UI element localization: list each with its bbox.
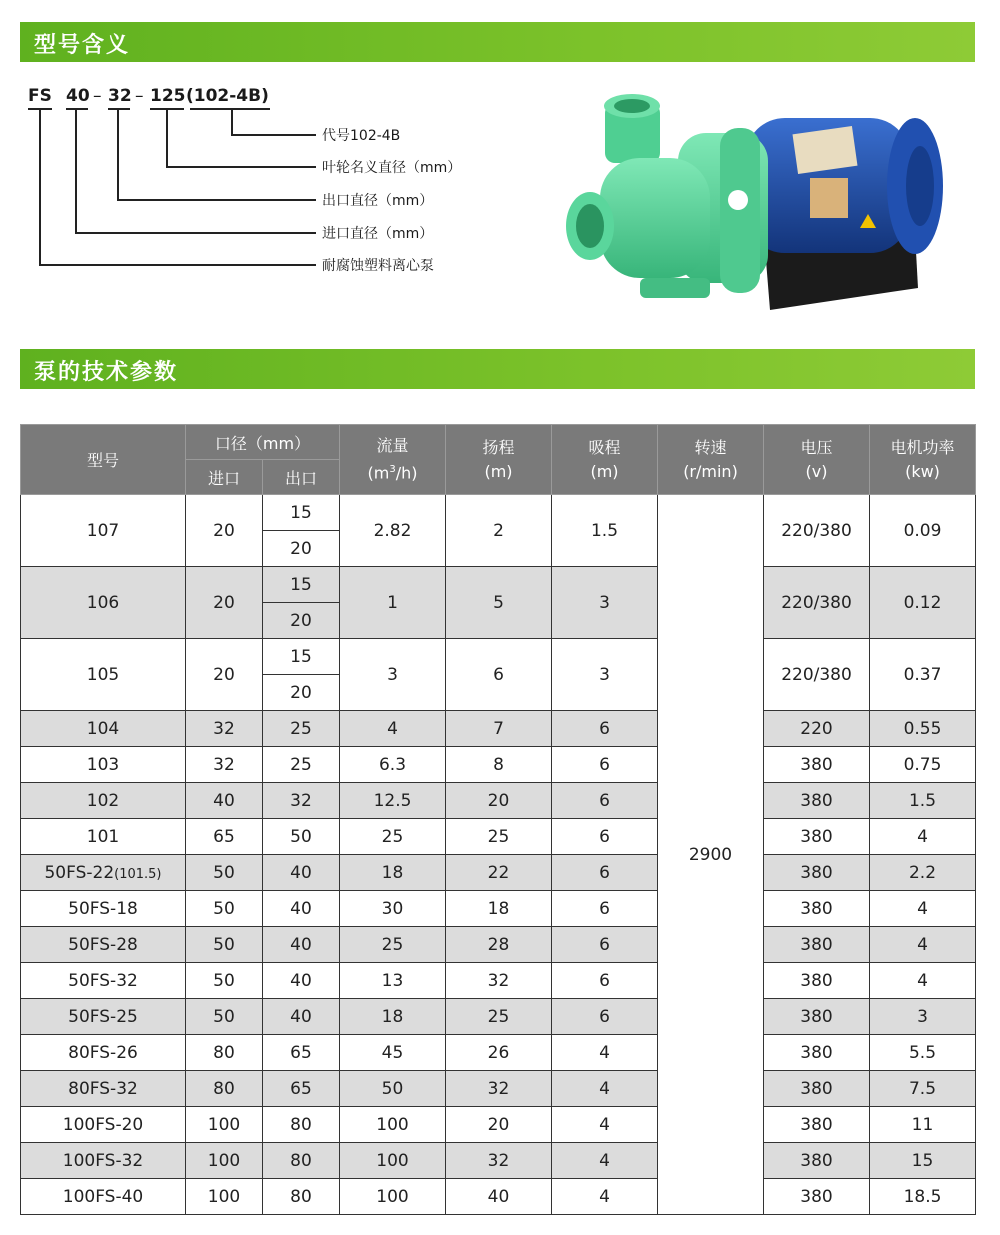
cell-suction: 6 — [552, 783, 658, 819]
section-title: 型号含义 — [34, 33, 131, 58]
cell-power: 4 — [870, 927, 976, 963]
cell-suction: 1.5 — [552, 495, 658, 567]
cell-model-text: 100FS-40 — [62, 1186, 144, 1207]
table-row — [21, 783, 976, 819]
cell-flow: 30 — [340, 891, 446, 927]
cell-model — [21, 1179, 186, 1215]
table-row — [21, 1035, 976, 1071]
col-header-power: 电机功率 (kw) — [870, 425, 976, 495]
cell-flow: 45 — [340, 1035, 446, 1071]
cell-suction: 6 — [552, 927, 658, 963]
col-header-head: 扬程 (m) — [446, 425, 552, 495]
cell-head: 40 — [446, 1179, 552, 1215]
col-header-diameter: 口径（mm） — [186, 425, 340, 460]
cell-outlet: 40 — [263, 891, 340, 927]
table-row — [21, 891, 976, 927]
cell-model — [21, 711, 186, 747]
cell-voltage: 380 — [764, 927, 870, 963]
cell-outlet: 20 — [263, 675, 340, 711]
cell-inlet: 50 — [186, 927, 263, 963]
table-row — [21, 963, 976, 999]
cell-inlet: 50 — [186, 963, 263, 999]
cell-model: 107 — [21, 495, 186, 567]
cell-flow: 25 — [340, 819, 446, 855]
cell-power: 0.75 — [870, 747, 976, 783]
cell-voltage: 380 — [764, 783, 870, 819]
cell-inlet: 65 — [186, 819, 263, 855]
cell-outlet: 40 — [263, 927, 340, 963]
cell-power: 2.2 — [870, 855, 976, 891]
cell-model-text: 80FS-32 — [68, 1078, 138, 1099]
legend-type: 耐腐蚀塑料离心泵 — [322, 258, 434, 274]
cell-model — [21, 999, 186, 1035]
cell-model-text: 102 — [86, 790, 120, 811]
table-row — [21, 1107, 976, 1143]
cell-voltage: 220/380 — [764, 639, 870, 711]
col-header-suction: 吸程 (m) — [552, 425, 658, 495]
col-header-voltage: 电压 (v) — [764, 425, 870, 495]
cell-voltage: 380 — [764, 855, 870, 891]
cell-inlet: 20 — [186, 639, 263, 711]
cell-head: 25 — [446, 819, 552, 855]
cell-head: 18 — [446, 891, 552, 927]
cell-head: 32 — [446, 1143, 552, 1179]
cell-suction: 6 — [552, 747, 658, 783]
cell-voltage: 380 — [764, 963, 870, 999]
cell-model — [21, 747, 186, 783]
cell-power: 18.5 — [870, 1179, 976, 1215]
cell-flow: 1 — [340, 567, 446, 639]
table-row — [21, 855, 976, 891]
cell-voltage: 220/380 — [764, 495, 870, 567]
cell-model-text: 50FS-18 — [68, 898, 138, 919]
table-row — [21, 639, 976, 675]
cell-inlet: 100 — [186, 1107, 263, 1143]
cell-flow: 100 — [340, 1179, 446, 1215]
cell-inlet: 80 — [186, 1035, 263, 1071]
cell-outlet: 65 — [263, 1071, 340, 1107]
cell-outlet: 40 — [263, 855, 340, 891]
cell-model-text: 50FS-22 — [44, 862, 115, 883]
cell-flow: 3 — [340, 639, 446, 711]
header-row — [21, 425, 976, 460]
code-part-inlet: 40 — [66, 86, 90, 106]
legend-outlet: 出口直径（mm） — [322, 193, 434, 209]
cell-model-text: 104 — [86, 718, 120, 739]
cell-inlet: 50 — [186, 999, 263, 1035]
cell-flow: 100 — [340, 1107, 446, 1143]
cell-power: 3 — [870, 999, 976, 1035]
cell-suction: 6 — [552, 999, 658, 1035]
cell-suction: 6 — [552, 891, 658, 927]
table-row — [21, 747, 976, 783]
cell-power: 0.09 — [870, 495, 976, 567]
col-header-flow: 流量 $(m^3/h)$ — [340, 425, 446, 495]
cell-head: 32 — [446, 963, 552, 999]
cell-outlet: 80 — [263, 1179, 340, 1215]
cell-outlet: 15 — [263, 495, 340, 531]
cell-head: 28 — [446, 927, 552, 963]
cell-head: 32 — [446, 1071, 552, 1107]
cell-voltage: 380 — [764, 1179, 870, 1215]
cell-head: 2 — [446, 495, 552, 567]
cell-suction: 4 — [552, 1143, 658, 1179]
pump-image — [560, 88, 950, 320]
cell-outlet: 25 — [263, 711, 340, 747]
col-header-model: 型号 — [21, 425, 186, 495]
section-banner-specs — [20, 349, 975, 389]
cell-outlet: 15 — [263, 567, 340, 603]
cell-inlet: 32 — [186, 711, 263, 747]
cell-model-text: 50FS-28 — [68, 934, 138, 955]
cell-model-note: (101.5) — [114, 866, 162, 882]
cell-power: 4 — [870, 963, 976, 999]
cell-model-text: 103 — [86, 754, 120, 775]
col-header-inlet: 进口 — [186, 460, 263, 495]
cell-suction: 6 — [552, 819, 658, 855]
cell-head: 6 — [446, 639, 552, 711]
cell-outlet: 20 — [263, 531, 340, 567]
cell-flow: 4 — [340, 711, 446, 747]
cell-model — [21, 1143, 186, 1179]
code-part-impeller: 125 — [150, 86, 186, 106]
cell-model — [21, 855, 186, 891]
cell-outlet: 25 — [263, 747, 340, 783]
spec-table — [20, 424, 976, 1215]
code-part-outlet: 32 — [108, 86, 132, 106]
cell-suction: 4 — [552, 1107, 658, 1143]
cell-outlet: 40 — [263, 963, 340, 999]
cell-speed: 2900 — [658, 495, 764, 1215]
cell-outlet: 32 — [263, 783, 340, 819]
cell-head: 20 — [446, 783, 552, 819]
cell-outlet: 80 — [263, 1143, 340, 1179]
cell-power: 15 — [870, 1143, 976, 1179]
cell-model: 106 — [21, 567, 186, 639]
cell-inlet: 32 — [186, 747, 263, 783]
cell-head: 26 — [446, 1035, 552, 1071]
cell-voltage: 380 — [764, 819, 870, 855]
cell-power: 1.5 — [870, 783, 976, 819]
code-part-suffix: (102-4B) — [186, 86, 269, 106]
cell-suction: 4 — [552, 1035, 658, 1071]
cell-power: 0.55 — [870, 711, 976, 747]
section-title: 泵的技术参数 — [34, 360, 179, 385]
cell-outlet: 20 — [263, 603, 340, 639]
cell-voltage: 380 — [764, 1071, 870, 1107]
cell-head: 25 — [446, 999, 552, 1035]
cell-suction: 3 — [552, 567, 658, 639]
cell-model — [21, 1107, 186, 1143]
cell-model — [21, 1071, 186, 1107]
cell-inlet: 40 — [186, 783, 263, 819]
cell-inlet: 50 — [186, 855, 263, 891]
cell-outlet: 80 — [263, 1107, 340, 1143]
cell-power: 11 — [870, 1107, 976, 1143]
cell-model — [21, 891, 186, 927]
cell-flow: 25 — [340, 927, 446, 963]
cell-suction: 4 — [552, 1071, 658, 1107]
cell-voltage: 380 — [764, 747, 870, 783]
cell-power: 7.5 — [870, 1071, 976, 1107]
cell-power: 5.5 — [870, 1035, 976, 1071]
cell-power: 0.37 — [870, 639, 976, 711]
cell-power: 4 — [870, 819, 976, 855]
cell-head: 8 — [446, 747, 552, 783]
cell-voltage: 380 — [764, 1143, 870, 1179]
table-row — [21, 1071, 976, 1107]
cell-suction: 4 — [552, 1179, 658, 1215]
cell-suction: 3 — [552, 639, 658, 711]
cell-inlet: 100 — [186, 1179, 263, 1215]
cell-voltage: 220/380 — [764, 567, 870, 639]
cell-outlet: 50 — [263, 819, 340, 855]
cell-flow: 50 — [340, 1071, 446, 1107]
cell-voltage: 380 — [764, 1107, 870, 1143]
cell-power: 4 — [870, 891, 976, 927]
cell-inlet: 20 — [186, 495, 263, 567]
table-row — [21, 927, 976, 963]
cell-inlet: 20 — [186, 567, 263, 639]
cell-model — [21, 1035, 186, 1071]
cell-flow: 100 — [340, 1143, 446, 1179]
cell-suction: 6 — [552, 963, 658, 999]
table-row — [21, 495, 976, 531]
cell-flow: 12.5 — [340, 783, 446, 819]
table-row — [21, 567, 976, 603]
cell-head: 7 — [446, 711, 552, 747]
cell-inlet: 100 — [186, 1143, 263, 1179]
table-row — [21, 819, 976, 855]
cell-voltage: 380 — [764, 1035, 870, 1071]
cell-suction: 6 — [552, 855, 658, 891]
legend-impeller: 叶轮名义直径（mm） — [322, 160, 462, 176]
table-row — [21, 999, 976, 1035]
cell-model-text: 100FS-20 — [62, 1114, 144, 1135]
cell-flow: 6.3 — [340, 747, 446, 783]
table-row — [21, 1143, 976, 1179]
cell-inlet: 80 — [186, 1071, 263, 1107]
cell-model-text: 80FS-26 — [68, 1042, 138, 1063]
cell-suction: 6 — [552, 711, 658, 747]
table-row — [21, 711, 976, 747]
legend-inlet: 进口直径（mm） — [322, 226, 434, 242]
cell-model — [21, 963, 186, 999]
cell-model-text: 101 — [86, 826, 120, 847]
table-row — [21, 1179, 976, 1215]
legend-code: 代号102-4B — [322, 128, 401, 144]
section-banner-model-meaning — [20, 22, 975, 62]
cell-model-text: 100FS-32 — [62, 1150, 144, 1171]
cell-model-text: 50FS-32 — [68, 970, 138, 991]
cell-voltage: 380 — [764, 891, 870, 927]
col-header-outlet: 出口 — [263, 460, 340, 495]
cell-inlet: 50 — [186, 891, 263, 927]
cell-outlet: 40 — [263, 999, 340, 1035]
cell-flow: 18 — [340, 999, 446, 1035]
cell-model-text: 50FS-25 — [68, 1006, 138, 1027]
cell-outlet: 15 — [263, 639, 340, 675]
cell-voltage: 220 — [764, 711, 870, 747]
col-header-speed: 转速 (r/min) — [658, 425, 764, 495]
cell-model — [21, 819, 186, 855]
cell-model: 105 — [21, 639, 186, 711]
cell-head: 20 — [446, 1107, 552, 1143]
cell-model — [21, 783, 186, 819]
cell-flow: 13 — [340, 963, 446, 999]
cell-flow: 18 — [340, 855, 446, 891]
code-part-fs: FS — [28, 86, 52, 106]
cell-head: 5 — [446, 567, 552, 639]
cell-model — [21, 927, 186, 963]
cell-head: 22 — [446, 855, 552, 891]
cell-voltage: 380 — [764, 999, 870, 1035]
cell-flow: 2.82 — [340, 495, 446, 567]
cell-outlet: 65 — [263, 1035, 340, 1071]
cell-power: 0.12 — [870, 567, 976, 639]
